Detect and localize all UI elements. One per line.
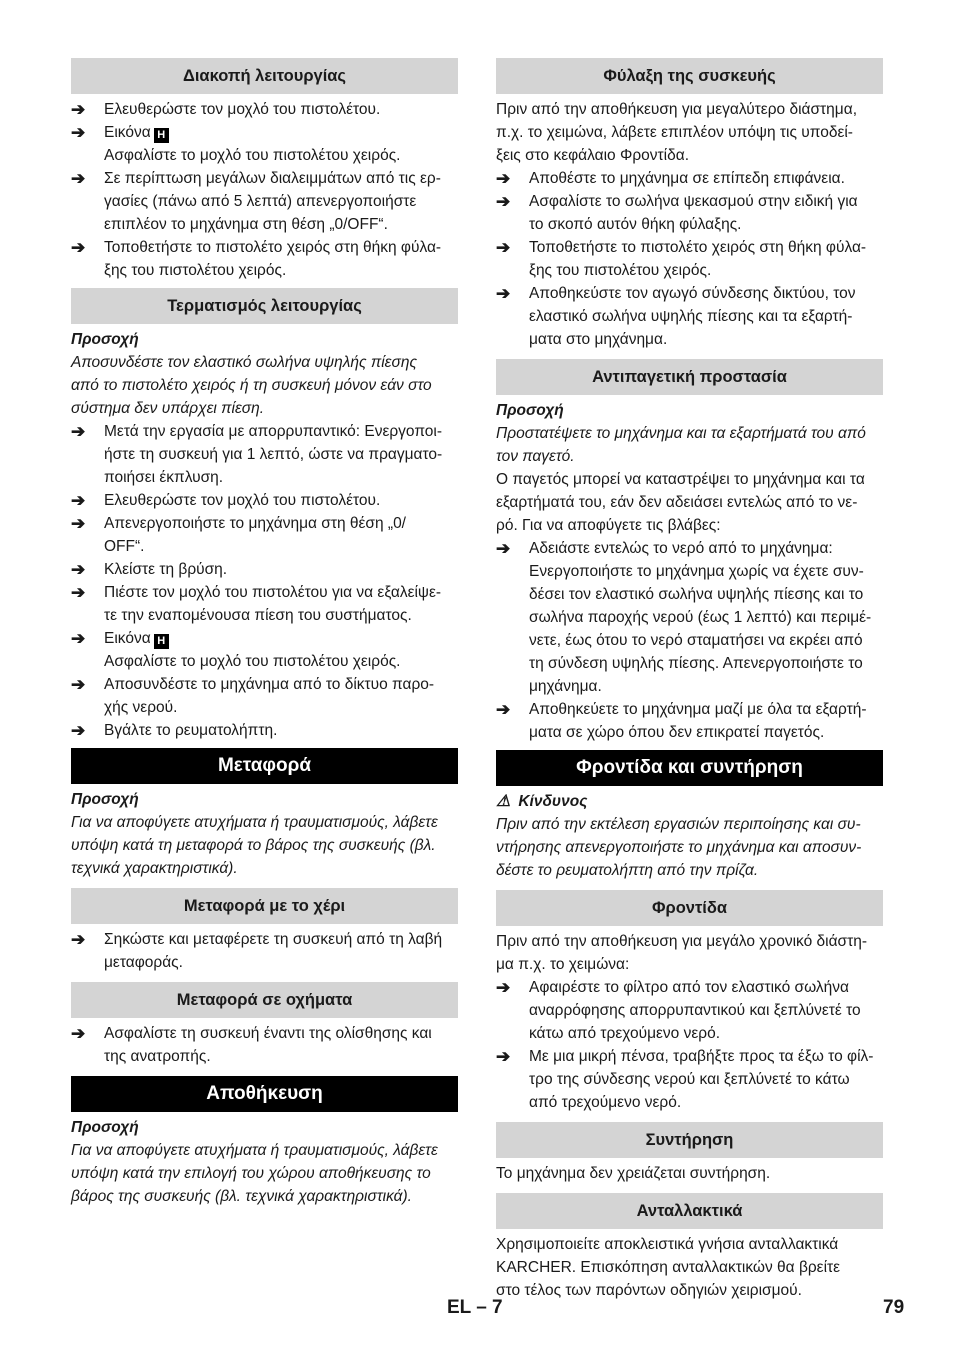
arrow-right-icon: ➔ (71, 514, 86, 533)
arrow-right-icon: ➔ (71, 721, 86, 740)
list-item: ➔ Σηκώστε και μεταφέρετε τη συσκευή από τη λαβή μεταφοράς. (71, 928, 458, 974)
heading-frost-protection: Αντιπαγετική προστασία (496, 359, 883, 395)
heading-spare-parts: Ανταλλακτικά (496, 1193, 883, 1229)
list-item: ➔ Βγάλτε το ρευματολήπτη. (71, 721, 278, 740)
caution-label: Προσοχή (71, 1119, 139, 1136)
figure-h-icon: H (154, 634, 169, 649)
arrow-right-icon: ➔ (71, 1024, 86, 1043)
list-item: ➔ Αδειάστε εντελώς το νερό από το μηχάνημα: Ενεργοποιήστε το μηχάνημα χωρίς να έχετε συν- δέσει τον ελαστικό σωλήνα υψηλής πίεσης και το σωλήνα παροχής νερού (έως 1 λεπτό) και περιμέ- νετε, έως ότου το νερό σταματήσει να εκρέει από τη σύνδεση υψηλής πίεσης. Απενεργοποιήστε το μηχάνημα. (496, 537, 883, 698)
arrow-right-icon: ➔ (71, 238, 86, 257)
heading-transport-vehicles: Μεταφορά σε οχήματα (71, 982, 458, 1018)
arrow-right-icon: ➔ (71, 560, 86, 579)
heading-transport: Μεταφορά (71, 748, 458, 784)
caution-text: Για να αποφύγετε ατυχήματα ή τραυματισμούς, λάβετε υπόψη κατά τη μεταφορά το βάρος της συσκευής (βλ. τεχνικά χαρακτηριστικά). (71, 814, 438, 877)
arrow-right-icon: ➔ (71, 422, 86, 441)
danger-label: ⚠ Κίνδυνος (496, 790, 883, 813)
list-item: ➔ Ασφαλίστε το σωλήνα ψεκασμού στην ειδική για το σκοπό αυτόν θήκη φύλαξης. (496, 190, 883, 236)
arrow-right-icon: ➔ (496, 1047, 511, 1066)
paragraph: Πριν από την αποθήκευση για μεγάλο χρονικό διάστη- μα π.χ. το χειμώνα: (496, 933, 868, 973)
paragraph: Χρησιμοποιείτε αποκλειστικά γνήσια ανταλλακτικά KARCHER. Επισκόπηση ανταλλακτικών θα βρείτε στο τέλος των παρόντων οδηγιών χειρισμού. (496, 1236, 841, 1299)
list-item: ➔ Μετά την εργασία με απορρυπαντικό: Ενεργοποι- ήστε τη συσκευή για 1 λεπτό, ώστε να πραγματο- ποιήσει έκπλυση. (71, 420, 458, 489)
list-item: ➔ Πιέστε τον μοχλό του πιστολέτου για να εξαλείψε- τε την εναπομένουσα πίεση του συστήματος. (71, 581, 458, 627)
arrow-right-icon: ➔ (71, 583, 86, 602)
arrow-right-icon: ➔ (71, 930, 86, 949)
heading-device-storage: Φύλαξη της συσκευής (496, 58, 883, 94)
warning-triangle-icon: ⚠ (496, 793, 511, 810)
arrow-right-icon: ➔ (496, 169, 511, 188)
list-item: ➔ Αποθέστε το μηχάνημα σε επίπεδη επιφάνεια. (496, 169, 845, 188)
arrow-right-icon: ➔ (71, 169, 86, 188)
list-item: ➔ Με μια μικρή πένσα, τραβήξτε προς τα έξω το φίλ- τρο της σύνδεσης νερού και ξεπλύνετέ το κάτω από τρεχούμενο νερό. (496, 1045, 883, 1114)
heading-maintenance: Συντήρηση (496, 1122, 883, 1158)
list-item: ➔ Αποθηκεύστε τον αγωγό σύνδεσης δικτύου, τον ελαστικό σωλήνα υψηλής πίεσης και τα εξαρτή- ματα στο μηχάνημα. (496, 282, 883, 351)
caution-label: Προσοχή (71, 791, 139, 808)
list-item: ➔ Αποθηκεύετε το μηχάνημα μαζί με όλα τα εξαρτή- ματα σε χώρο όπου δεν επικρατεί παγετός. (496, 698, 883, 744)
caution-label: Προσοχή (496, 402, 564, 419)
heading-decommission: Τερματισμός λειτουργίας (71, 288, 458, 324)
list-item: ➔ Απενεργοποιήστε το μηχάνημα στη θέση „0/ OFF“. (71, 512, 458, 558)
list-item: ➔ Τοποθετήστε το πιστολέτο χειρός στη θήκη φύλα- ξης του πιστολέτου χειρός. (71, 236, 458, 282)
heading-care-maintenance: Φροντίδα και συντήρηση (496, 750, 883, 786)
arrow-right-icon: ➔ (71, 100, 86, 119)
list-item: ➔ Εικόνα H (71, 121, 458, 144)
arrow-right-icon: ➔ (496, 284, 511, 303)
list-item: ➔ Ασφαλίστε τη συσκευή έναντι της ολίσθησης και της ανατροπής. (71, 1022, 458, 1068)
right-column (496, 58, 883, 1302)
heading-storage: Αποθήκευση (71, 1076, 458, 1112)
arrow-right-icon: ➔ (71, 491, 86, 510)
arrow-right-icon: ➔ (71, 123, 86, 142)
list-item: ➔ Αφαιρέστε το φίλτρο από τον ελαστικό σωλήνα αναρρόφησης απορρυπαντικού και ξεπλύνετέ το κάτω από τρεχούμενο νερό. (496, 976, 883, 1045)
heading-transport-hand: Μεταφορά με το χέρι (71, 888, 458, 924)
arrow-right-icon: ➔ (71, 629, 86, 648)
left-column: Διακοπή λειτουργίας ➔ Ελευθερώστε τον μοχλό του πιστολέτου. ➔ Εικόνα H Ασφαλίστε το μοχλό του πιστολέτου χειρός. ➔ Σε περίπτωση μεγάλων διαλειμμάτων από τις ερ- γασίες (πάνω από 5 λεπτά) απενεργοποιήστε επιπλέον το μηχάνημα στη θέση „0/OFF“. ➔ Τοποθετήστε το πιστολέτο χειρός στη θήκη φύλα- ξης του πιστολέτου χειρός. Τερματισμός λειτουργίας Προσοχή Αποσυνδέστε τον ελαστικό σωλήνα υψηλής πίεσης από το πιστολέτο χειρός ή τη συσκευή μόνον εάν στο σύστημα δεν υπάρχει πίεση. ➔ Μετά την εργασία με απορρυπαντικό: Ενεργοποι- ήστε τη συσκευή για 1 λεπτό, ώστε να πραγματο- ποιήσει έκπλυση. ➔ Ελευθερώστε τον μοχλό του πιστολέτου. ➔ Απενεργοποιήστε το μηχάνημα στη θέση „0/ OFF“. ➔ Κλείστε τη βρύση. ➔ Πιέστε τον μοχλό του πιστολέτου για να εξαλείψε- τε την εναπομένουσα πίεση του συστήματος. ➔ Εικόνα H Ασφαλίστε το μοχλό του πιστολέτου χειρός. ➔ Αποσυνδέστε το μηχάνημα από το δίκτυο παρο- χής νερού. ➔ Βγάλτε το ρευματολήπτη. Μεταφορά Προσοχή Για να αποφύγετε ατυχήματα ή τραυματισμούς, λάβετε υπόψη κατά τη μεταφορά το βάρος της συσκευής (βλ. τεχνικά χαρακτηριστικά). Μεταφορά με το χέρι ➔ Σηκώστε και μεταφέρετε τη συσκευή από τη λαβή μεταφοράς. Μεταφορά σε οχήματα ➔ Ασφαλίστε τη συσκευή έναντι της ολίσθησης και της ανατροπής. Αποθήκευση Προσοχή Για να αποφύγετε ατυχήματα ή τραυματισμούς, λάβετε υπόψη κατά την επιλογή του χώρου αποθήκευσης το βάρος της συσκευής (βλ. τεχνικά χαρακτηριστικά). (71, 58, 458, 1208)
arrow-right-icon: ➔ (496, 539, 511, 558)
paragraph: Το μηχάνημα δεν χρειάζεται συντήρηση. (496, 1165, 771, 1182)
heading-shutdown: Διακοπή λειτουργίας (71, 58, 458, 94)
caution-text: Για να αποφύγετε ατυχήματα ή τραυματισμούς, λάβετε υπόψη κατά την επιλογή του χώρου αποθήκευσης το βάρος της συσκευής (βλ. τεχνικά χαρακτηριστικά). (71, 1142, 438, 1205)
list-item: ➔ Αποσυνδέστε το μηχάνημα από το δίκτυο παρο- χής νερού. (71, 673, 458, 719)
list-item: ➔ Εικόνα H (71, 627, 458, 650)
footer-language-code: EL – 7 (447, 1297, 503, 1318)
caution-text: Προστατέψετε το μηχάνημα και τα εξαρτήματά του από τον παγετό. (496, 425, 866, 465)
arrow-right-icon: ➔ (496, 192, 511, 211)
heading-care: Φροντίδα (496, 890, 883, 926)
danger-text: Πριν από την εκτέλεση εργασιών περιποίησης και συ- ντήρησης απενεργοποιήστε το μηχάνημα και αποσυν- δέστε το ρευματολήπτη από την πρίζα. (496, 816, 862, 879)
list-item: ➔ Κλείστε τη βρύση. (71, 560, 228, 579)
list-item: ➔ Σε περίπτωση μεγάλων διαλειμμάτων από τις ερ- γασίες (πάνω από 5 λεπτά) απενεργοποιήστε επιπλέον το μηχάνημα στη θέση „0/OFF“. (71, 167, 458, 236)
list-item: ➔ Ελευθερώστε τον μοχλό του πιστολέτου. (71, 491, 381, 510)
arrow-right-icon: ➔ (71, 675, 86, 694)
page-number: 79 (883, 1297, 905, 1318)
caution-text: Αποσυνδέστε τον ελαστικό σωλήνα υψηλής πίεσης από το πιστολέτο χειρός ή τη συσκευή μόνον εάν στο σύστημα δεν υπάρχει πίεση. (71, 354, 432, 417)
arrow-right-icon: ➔ (496, 238, 511, 257)
figure-h-icon: H (154, 128, 169, 143)
arrow-right-icon: ➔ (496, 700, 511, 719)
arrow-right-icon: ➔ (496, 978, 511, 997)
caution-label: Προσοχή (71, 331, 139, 348)
list-item: ➔ Τοποθετήστε το πιστολέτο χειρός στη θήκη φύλα- ξης του πιστολέτου χειρός. (496, 236, 883, 282)
paragraph: Πριν από την αποθήκευση για μεγαλύτερο διάστημα, π.χ. το χειμώνα, λάβετε επιπλέον υπόψη τις υποδεί- ξεις στο κεφάλαιο Φροντίδα. (496, 101, 858, 164)
paragraph: Ο παγετός μπορεί να καταστρέψει το μηχάνημα και τα εξαρτήματά του, εάν δεν αδειάσει εντελώς από το νε- ρό. Για να αποφύγετε τις βλάβες: (496, 471, 865, 534)
list-item: ➔ Ελευθερώστε τον μοχλό του πιστολέτου. (71, 100, 381, 119)
